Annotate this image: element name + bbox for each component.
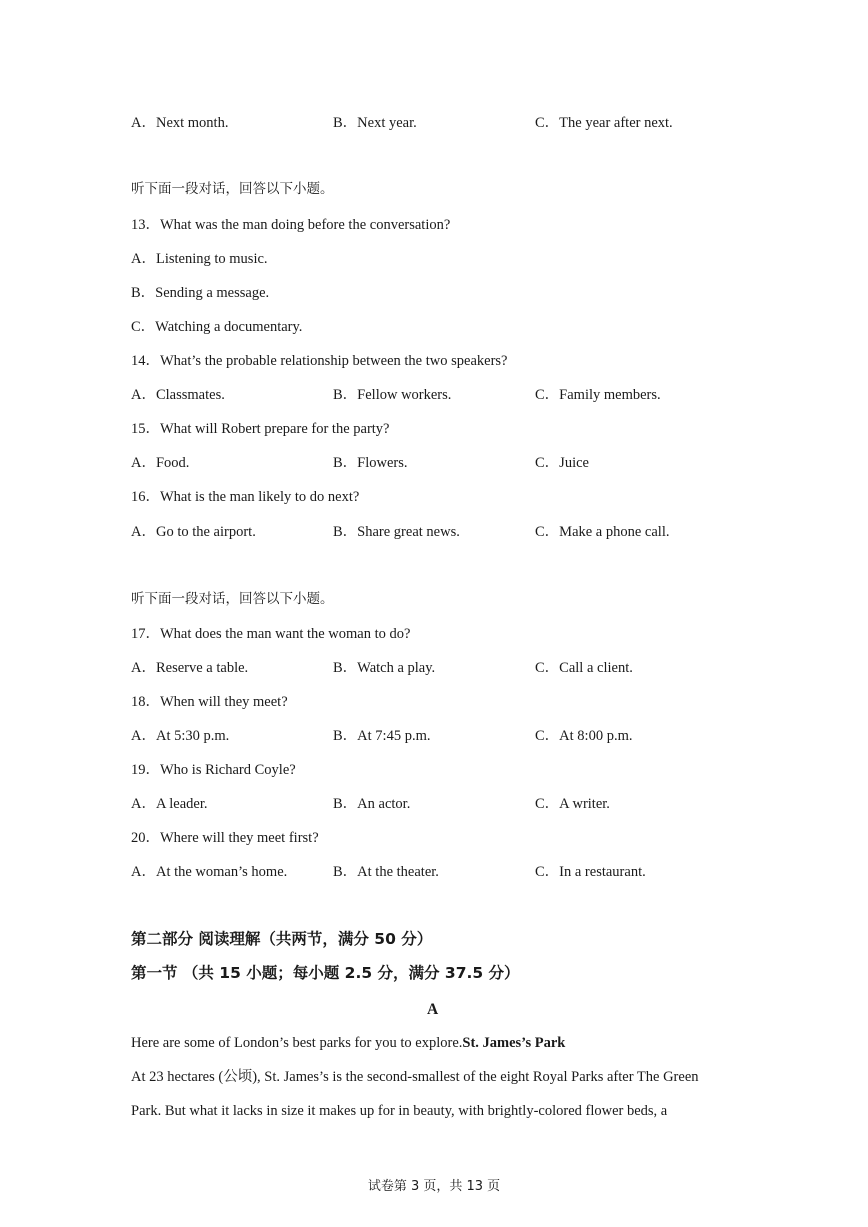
q20-option-a: A．At the woman’s home.: [131, 864, 288, 880]
question-15: 15．What will Robert prepare for the party?: [131, 421, 390, 437]
q18-option-a: A．At 5:30 p.m.: [131, 728, 230, 744]
page-footer: 试卷第 3 页，共 13 页: [367, 1179, 501, 1194]
q17-option-a: A．Reserve a table.: [131, 660, 249, 676]
q12-option-a: A．Next month.: [131, 115, 229, 131]
q14-option-a: A．Classmates.: [131, 387, 225, 403]
question-13: 13．What was the man doing before the conversation?: [131, 217, 451, 233]
q19-option-c: C．A writer.: [535, 796, 610, 812]
q13-option-a: A．Listening to music.: [131, 251, 268, 267]
passage-line-1: At 23 hectares (公顷), St. James’s is the second-smallest of the eight Royal Parks after The Green: [131, 1069, 699, 1085]
q14-option-b: B．Fellow workers.: [333, 387, 452, 403]
q19-option-a: A．A leader.: [131, 796, 208, 812]
passage-label: A: [427, 1001, 439, 1018]
q15-option-a: A．Food.: [131, 455, 190, 471]
q15-option-c: C．Juice: [535, 455, 589, 471]
question-19: 19．Who is Richard Coyle?: [131, 762, 296, 778]
passage-intro: Here are some of London’s best parks for you to explore.: [131, 1035, 463, 1051]
q18-option-b: B．At 7:45 p.m.: [333, 728, 431, 744]
q17-option-c: C．Call a client.: [535, 660, 633, 676]
q16-option-a: A．Go to the airport.: [131, 524, 256, 540]
question-17: 17．What does the man want the woman to do?: [131, 626, 411, 642]
passage-line-2: Park. But what it lacks in size it makes up for in beauty, with brightly-colored flower beds, a: [131, 1103, 668, 1119]
dialogue-intro: 听下面一段对话，回答以下小题。: [131, 181, 334, 197]
question-16: 16．What is the man likely to do next?: [131, 489, 360, 505]
q16-option-b: B．Share great news.: [333, 524, 460, 540]
section1-heading: 第一节 （共 15 小题；每小题 2.5 分，满分 37.5 分）: [131, 964, 520, 982]
part2-heading: 第二部分 阅读理解（共两节，满分 50 分）: [131, 930, 433, 948]
question-20: 20．Where will they meet first?: [131, 830, 319, 846]
q13-option-c: C．Watching a documentary.: [131, 319, 303, 335]
q17-option-b: B．Watch a play.: [333, 660, 436, 676]
passage-intro-line: [131, 1036, 565, 1051]
q13-option-b: B．Sending a message.: [131, 285, 270, 301]
q15-option-b: B．Flowers.: [333, 455, 408, 471]
question-14: 14．What’s the probable relationship between the two speakers?: [131, 353, 508, 369]
q19-option-b: B．An actor.: [333, 796, 411, 812]
q12-option-b: B．Next year.: [333, 115, 417, 131]
q16-option-c: C．Make a phone call.: [535, 524, 670, 540]
question-18: 18．When will they meet?: [131, 694, 288, 710]
q18-option-c: C．At 8:00 p.m.: [535, 728, 633, 744]
q20-option-c: C．In a restaurant.: [535, 864, 646, 880]
park-name: St. James’s Park: [462, 1035, 566, 1051]
q14-option-c: C．Family members.: [535, 387, 661, 403]
q12-option-c: C．The year after next.: [535, 115, 673, 131]
dialogue-intro: 听下面一段对话，回答以下小题。: [131, 591, 334, 607]
q20-option-b: B．At the theater.: [333, 864, 439, 880]
